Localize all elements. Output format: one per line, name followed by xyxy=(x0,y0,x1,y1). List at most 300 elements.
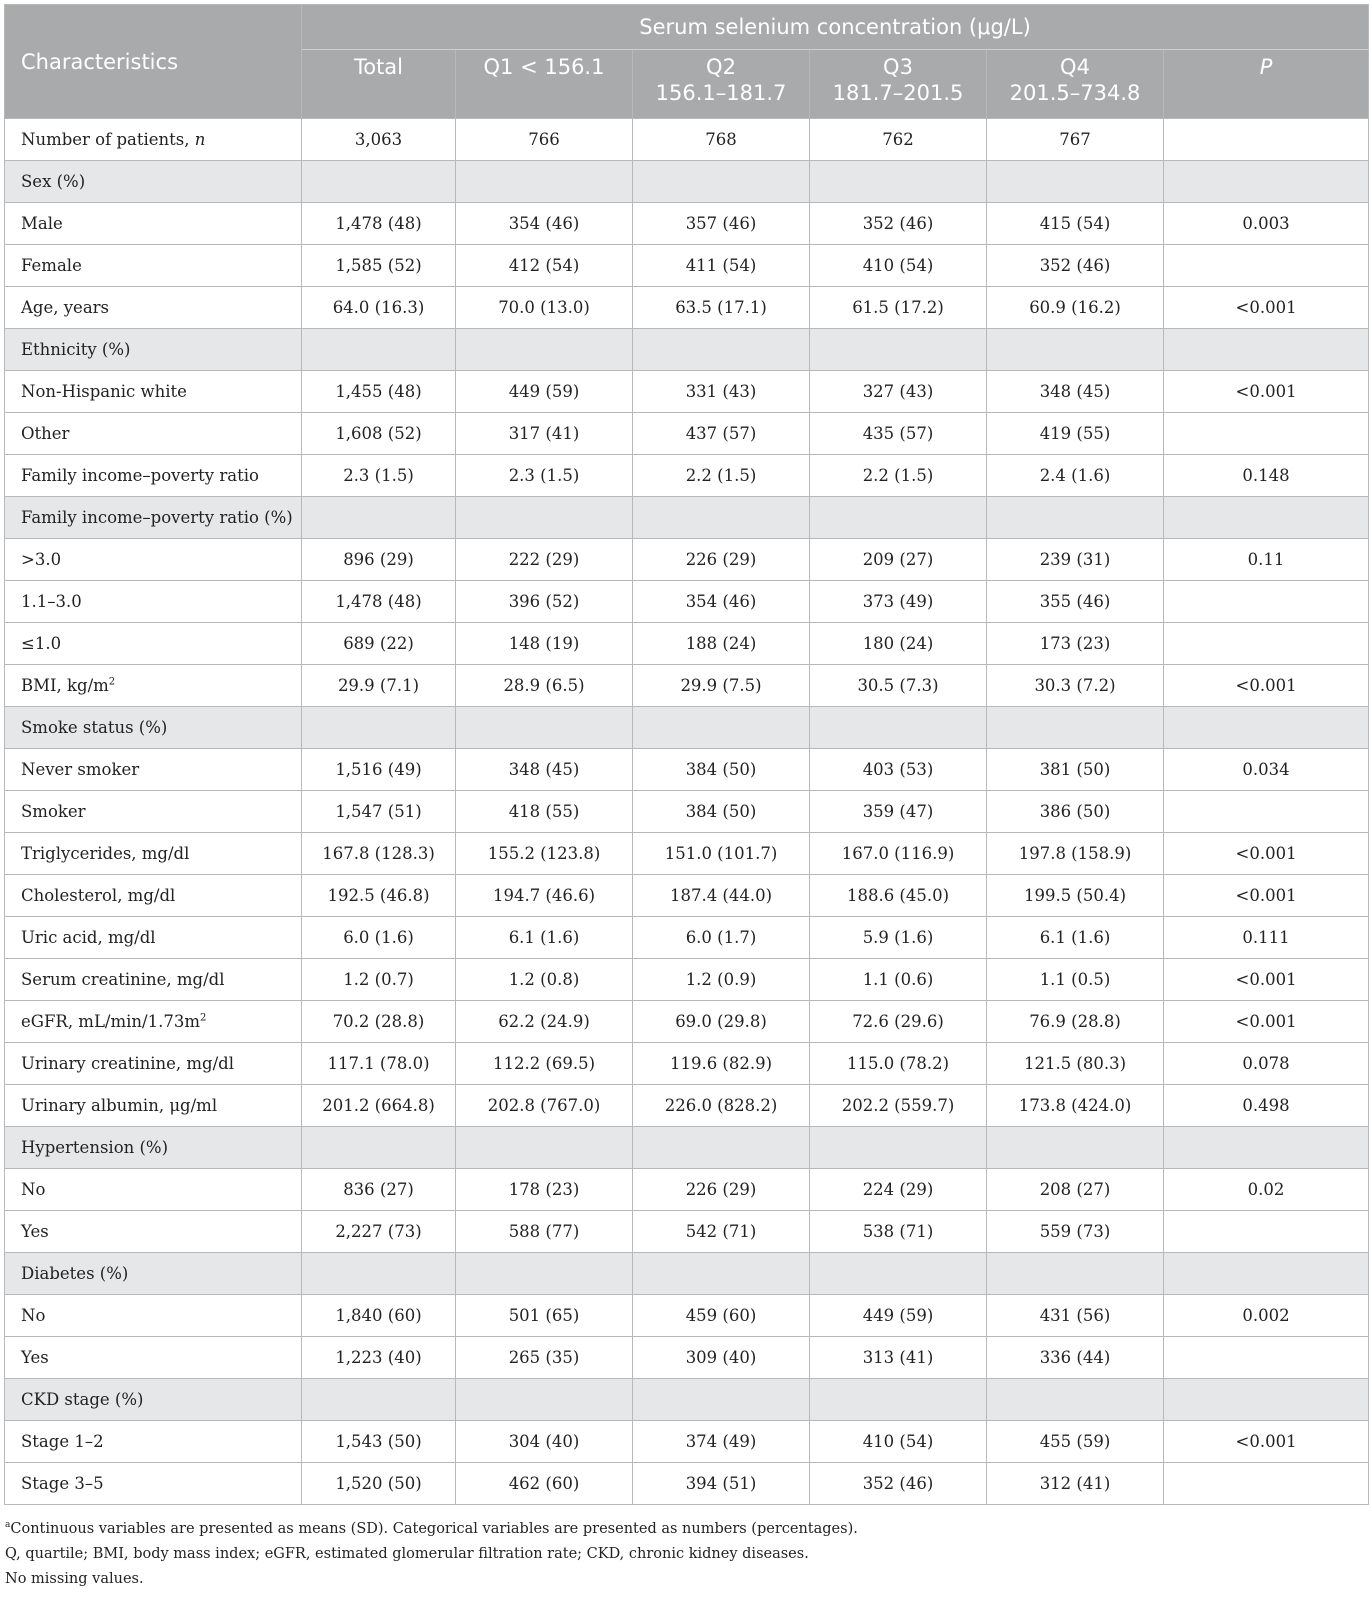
cell-total: 689 (22) xyxy=(302,623,456,665)
cell-total: 201.2 (664.8) xyxy=(302,1085,456,1127)
cell-p-value: <0.001 xyxy=(1164,1001,1369,1043)
table-row xyxy=(5,287,1369,329)
cell-q2 xyxy=(633,1127,810,1169)
baseline-characteristics-table xyxy=(4,4,1369,1505)
cell-total: 6.0 (1.6) xyxy=(302,917,456,959)
cell-total: 1,223 (40) xyxy=(302,1337,456,1379)
cell-q4: 419 (55) xyxy=(987,413,1164,455)
row-label xyxy=(5,917,302,959)
cell-q3: 352 (46) xyxy=(810,1463,987,1505)
cell-q3: 224 (29) xyxy=(810,1169,987,1211)
cell-p-value: <0.001 xyxy=(1164,1421,1369,1463)
cell-q4 xyxy=(987,1127,1164,1169)
cell-p-value xyxy=(1164,413,1369,455)
cell-p-value xyxy=(1164,581,1369,623)
row-label xyxy=(5,455,302,497)
cell-q4: 336 (44) xyxy=(987,1337,1164,1379)
cell-total: 1,543 (50) xyxy=(302,1421,456,1463)
cell-q1: 202.8 (767.0) xyxy=(456,1085,633,1127)
cell-q2: 2.2 (1.5) xyxy=(633,455,810,497)
baseline-characteristics-table-container xyxy=(4,4,1368,1592)
cell-q1: 6.1 (1.6) xyxy=(456,917,633,959)
table-row xyxy=(5,665,1369,707)
cell-q4: 455 (59) xyxy=(987,1421,1164,1463)
cell-q4 xyxy=(987,329,1164,371)
cell-q2: 187.4 (44.0) xyxy=(633,875,810,917)
cell-total: 1.2 (0.7) xyxy=(302,959,456,1001)
row-label-text: Number of patients, xyxy=(21,130,195,149)
header-col-q3-line1: Q3 xyxy=(883,55,913,79)
cell-p-value xyxy=(1164,497,1369,539)
cell-q3: 359 (47) xyxy=(810,791,987,833)
cell-p-value: <0.001 xyxy=(1164,959,1369,1001)
cell-q3: 5.9 (1.6) xyxy=(810,917,987,959)
row-label xyxy=(5,539,302,581)
cell-p-value: 0.111 xyxy=(1164,917,1369,959)
cell-q4 xyxy=(987,161,1164,203)
footnote-abbreviations: Q, quartile; BMI, body mass index; eGFR, estimated glomerular filtration rate; CKD, chronic kidney diseases. xyxy=(5,1545,809,1562)
cell-q4: 767 xyxy=(987,119,1164,161)
cell-q3 xyxy=(810,1379,987,1421)
row-label-text: >3.0 xyxy=(21,550,62,569)
row-label xyxy=(5,245,302,287)
cell-q1: 317 (41) xyxy=(456,413,633,455)
cell-q4: 197.8 (158.9) xyxy=(987,833,1164,875)
table-section-row xyxy=(5,497,1369,539)
cell-total: 1,516 (49) xyxy=(302,749,456,791)
cell-q4: 30.3 (7.2) xyxy=(987,665,1164,707)
cell-q4: 559 (73) xyxy=(987,1211,1164,1253)
row-label-text: CKD stage (%) xyxy=(21,1390,144,1409)
cell-p-value xyxy=(1164,329,1369,371)
row-label xyxy=(5,623,302,665)
table-row xyxy=(5,455,1369,497)
table-row xyxy=(5,1043,1369,1085)
table-section-row xyxy=(5,1253,1369,1295)
cell-q2: 69.0 (29.8) xyxy=(633,1001,810,1043)
row-label xyxy=(5,287,302,329)
row-label-text: Urinary albumin, μg/ml xyxy=(21,1096,218,1115)
cell-q3: 2.2 (1.5) xyxy=(810,455,987,497)
row-label xyxy=(5,119,302,161)
row-label-text: Yes xyxy=(21,1348,49,1367)
cell-q1: 1.2 (0.8) xyxy=(456,959,633,1001)
table-row xyxy=(5,1001,1369,1043)
row-label-text: Diabetes (%) xyxy=(21,1264,129,1283)
row-label-text: 1.1–3.0 xyxy=(21,592,82,611)
cell-q4: 386 (50) xyxy=(987,791,1164,833)
cell-p-value: <0.001 xyxy=(1164,287,1369,329)
row-label-text: Serum creatinine, mg/dl xyxy=(21,970,225,989)
table-row xyxy=(5,1337,1369,1379)
cell-q4: 415 (54) xyxy=(987,203,1164,245)
cell-total: 167.8 (128.3) xyxy=(302,833,456,875)
cell-q3: 30.5 (7.3) xyxy=(810,665,987,707)
cell-p-value xyxy=(1164,791,1369,833)
cell-q1: 462 (60) xyxy=(456,1463,633,1505)
cell-q3: 1.1 (0.6) xyxy=(810,959,987,1001)
cell-q1: 412 (54) xyxy=(456,245,633,287)
table-row xyxy=(5,539,1369,581)
cell-q2: 354 (46) xyxy=(633,581,810,623)
row-label-superscript: 2 xyxy=(199,1012,207,1024)
cell-q1: 155.2 (123.8) xyxy=(456,833,633,875)
cell-q1: 396 (52) xyxy=(456,581,633,623)
cell-q2: 29.9 (7.5) xyxy=(633,665,810,707)
cell-q4 xyxy=(987,497,1164,539)
cell-q2: 459 (60) xyxy=(633,1295,810,1337)
cell-total: 1,608 (52) xyxy=(302,413,456,455)
cell-q4: 239 (31) xyxy=(987,539,1164,581)
cell-q2: 411 (54) xyxy=(633,245,810,287)
cell-q1: 265 (35) xyxy=(456,1337,633,1379)
cell-q2: 6.0 (1.7) xyxy=(633,917,810,959)
cell-total: 1,840 (60) xyxy=(302,1295,456,1337)
cell-q4 xyxy=(987,1379,1164,1421)
cell-total xyxy=(302,707,456,749)
section-label xyxy=(5,707,302,749)
cell-q3 xyxy=(810,1127,987,1169)
cell-total: 64.0 (16.3) xyxy=(302,287,456,329)
cell-q4: 431 (56) xyxy=(987,1295,1164,1337)
cell-p-value xyxy=(1164,1463,1369,1505)
cell-q4: 312 (41) xyxy=(987,1463,1164,1505)
cell-p-value: <0.001 xyxy=(1164,833,1369,875)
header-group-serum-selenium: Serum selenium concentration (μg/L) xyxy=(302,5,1369,50)
cell-q1: 766 xyxy=(456,119,633,161)
cell-q4: 208 (27) xyxy=(987,1169,1164,1211)
row-label xyxy=(5,959,302,1001)
cell-p-value: <0.001 xyxy=(1164,371,1369,413)
cell-q1: 2.3 (1.5) xyxy=(456,455,633,497)
cell-p-value xyxy=(1164,1211,1369,1253)
cell-q1 xyxy=(456,707,633,749)
table-row xyxy=(5,1085,1369,1127)
table-row xyxy=(5,203,1369,245)
cell-q3 xyxy=(810,707,987,749)
table-section-row xyxy=(5,329,1369,371)
row-label-text: Non-Hispanic white xyxy=(21,382,187,401)
cell-p-value xyxy=(1164,1253,1369,1295)
table-row xyxy=(5,581,1369,623)
table-row xyxy=(5,245,1369,287)
section-label xyxy=(5,1379,302,1421)
row-label-text: Family income–poverty ratio (%) xyxy=(21,508,293,527)
cell-q1: 194.7 (46.6) xyxy=(456,875,633,917)
header-col-q2-line2: 156.1–181.7 xyxy=(655,81,787,105)
header-col-total xyxy=(302,50,456,119)
cell-q2: 394 (51) xyxy=(633,1463,810,1505)
cell-q3: 167.0 (116.9) xyxy=(810,833,987,875)
row-label-text: Age, years xyxy=(21,298,110,317)
row-label xyxy=(5,371,302,413)
cell-p-value: <0.001 xyxy=(1164,665,1369,707)
cell-q3: 410 (54) xyxy=(810,245,987,287)
cell-total: 1,455 (48) xyxy=(302,371,456,413)
row-label-text: Sex (%) xyxy=(21,172,86,191)
cell-q4 xyxy=(987,1253,1164,1295)
row-label-text: Triglycerides, mg/dl xyxy=(21,844,190,863)
row-label xyxy=(5,1337,302,1379)
row-label xyxy=(5,1085,302,1127)
row-label-text: Stage 1–2 xyxy=(21,1432,104,1451)
section-label xyxy=(5,497,302,539)
cell-q4: 2.4 (1.6) xyxy=(987,455,1164,497)
table-row xyxy=(5,1211,1369,1253)
cell-q4: 1.1 (0.5) xyxy=(987,959,1164,1001)
table-row xyxy=(5,1169,1369,1211)
table-row xyxy=(5,371,1369,413)
cell-q4: 121.5 (80.3) xyxy=(987,1043,1164,1085)
row-label-text: Female xyxy=(21,256,82,275)
cell-p-value xyxy=(1164,623,1369,665)
cell-total: 2.3 (1.5) xyxy=(302,455,456,497)
cell-q2: 151.0 (101.7) xyxy=(633,833,810,875)
table-row xyxy=(5,959,1369,1001)
cell-p-value xyxy=(1164,245,1369,287)
cell-q3: 180 (24) xyxy=(810,623,987,665)
cell-q4: 76.9 (28.8) xyxy=(987,1001,1164,1043)
cell-q3 xyxy=(810,1253,987,1295)
footnote-a-marker: a xyxy=(5,1520,11,1530)
cell-q1 xyxy=(456,497,633,539)
row-label xyxy=(5,1295,302,1337)
row-label-text: No xyxy=(21,1306,46,1325)
cell-q1 xyxy=(456,1379,633,1421)
cell-q1: 418 (55) xyxy=(456,791,633,833)
cell-p-value xyxy=(1164,1379,1369,1421)
cell-q1: 501 (65) xyxy=(456,1295,633,1337)
section-label xyxy=(5,1127,302,1169)
cell-q2 xyxy=(633,1379,810,1421)
row-label xyxy=(5,665,302,707)
cell-q1: 70.0 (13.0) xyxy=(456,287,633,329)
row-label xyxy=(5,1001,302,1043)
header-col-q3-line2: 181.7–201.5 xyxy=(832,81,964,105)
cell-q2: 768 xyxy=(633,119,810,161)
cell-q3: 403 (53) xyxy=(810,749,987,791)
cell-p-value xyxy=(1164,707,1369,749)
cell-q2 xyxy=(633,1253,810,1295)
cell-q3: 327 (43) xyxy=(810,371,987,413)
row-label-text: Smoke status (%) xyxy=(21,718,168,737)
cell-q1: 28.9 (6.5) xyxy=(456,665,633,707)
cell-p-value: 0.498 xyxy=(1164,1085,1369,1127)
header-characteristics: Characteristics xyxy=(5,5,302,119)
cell-total: 70.2 (28.8) xyxy=(302,1001,456,1043)
cell-p-value xyxy=(1164,1127,1369,1169)
table-row xyxy=(5,917,1369,959)
table-row xyxy=(5,413,1369,455)
row-label-text: Uric acid, mg/dl xyxy=(21,928,156,947)
cell-total: 896 (29) xyxy=(302,539,456,581)
table-row xyxy=(5,119,1369,161)
cell-total xyxy=(302,497,456,539)
row-label-text: Family income–poverty ratio xyxy=(21,466,259,485)
cell-total: 1,585 (52) xyxy=(302,245,456,287)
cell-q3: 209 (27) xyxy=(810,539,987,581)
footnote-a-text: Continuous variables are presented as means (SD). Categorical variables are presented as numbers (percentages). xyxy=(10,1520,858,1537)
cell-p-value: <0.001 xyxy=(1164,875,1369,917)
cell-total: 836 (27) xyxy=(302,1169,456,1211)
cell-q4: 352 (46) xyxy=(987,245,1164,287)
cell-q1: 304 (40) xyxy=(456,1421,633,1463)
cell-q3: 188.6 (45.0) xyxy=(810,875,987,917)
cell-q2: 188 (24) xyxy=(633,623,810,665)
row-label xyxy=(5,581,302,623)
cell-total: 29.9 (7.1) xyxy=(302,665,456,707)
cell-p-value xyxy=(1164,119,1369,161)
row-label xyxy=(5,1463,302,1505)
row-label-superscript: 2 xyxy=(108,676,116,688)
cell-q3: 352 (46) xyxy=(810,203,987,245)
table-section-row xyxy=(5,161,1369,203)
cell-q1: 449 (59) xyxy=(456,371,633,413)
row-label-italic: n xyxy=(194,130,206,149)
cell-q3: 373 (49) xyxy=(810,581,987,623)
row-label-text: No xyxy=(21,1180,46,1199)
cell-q3 xyxy=(810,497,987,539)
table-header xyxy=(5,5,1369,119)
table-body xyxy=(5,119,1369,1505)
row-label-text: Urinary creatinine, mg/dl xyxy=(21,1054,235,1073)
cell-q4: 355 (46) xyxy=(987,581,1164,623)
cell-q2 xyxy=(633,707,810,749)
header-col-q4-line1: Q4 xyxy=(1060,55,1090,79)
table-section-row xyxy=(5,1379,1369,1421)
cell-q3 xyxy=(810,329,987,371)
cell-q2: 384 (50) xyxy=(633,791,810,833)
cell-p-value xyxy=(1164,161,1369,203)
table-row xyxy=(5,875,1369,917)
section-label xyxy=(5,1253,302,1295)
cell-total: 3,063 xyxy=(302,119,456,161)
row-label-text: Yes xyxy=(21,1222,49,1241)
cell-q1: 62.2 (24.9) xyxy=(456,1001,633,1043)
row-label-text: Smoker xyxy=(21,802,86,821)
row-label-text: Male xyxy=(21,214,63,233)
footnote-a xyxy=(5,1513,1368,1542)
table-footnotes xyxy=(4,1513,1368,1592)
cell-q1 xyxy=(456,329,633,371)
header-col-q4-line2: 201.5–734.8 xyxy=(1009,81,1141,105)
cell-q3: 313 (41) xyxy=(810,1337,987,1379)
row-label-text: eGFR, mL/min/1.73m xyxy=(21,1012,200,1031)
row-label xyxy=(5,1211,302,1253)
row-label-text: Hypertension (%) xyxy=(21,1138,169,1157)
cell-q4: 60.9 (16.2) xyxy=(987,287,1164,329)
cell-q4: 348 (45) xyxy=(987,371,1164,413)
cell-p-value: 0.11 xyxy=(1164,539,1369,581)
cell-q4: 173.8 (424.0) xyxy=(987,1085,1164,1127)
row-label xyxy=(5,749,302,791)
table-section-row xyxy=(5,1127,1369,1169)
cell-q2: 384 (50) xyxy=(633,749,810,791)
cell-q2: 309 (40) xyxy=(633,1337,810,1379)
header-col-q3 xyxy=(810,50,987,119)
cell-q2: 542 (71) xyxy=(633,1211,810,1253)
header-col-q4 xyxy=(987,50,1164,119)
row-label xyxy=(5,875,302,917)
header-col-total-line1: Total xyxy=(353,55,404,79)
row-label-text: Other xyxy=(21,424,70,443)
cell-total: 1,520 (50) xyxy=(302,1463,456,1505)
cell-p-value: 0.078 xyxy=(1164,1043,1369,1085)
table-row xyxy=(5,1463,1369,1505)
cell-q3: 72.6 (29.6) xyxy=(810,1001,987,1043)
cell-q2: 63.5 (17.1) xyxy=(633,287,810,329)
cell-q2: 226 (29) xyxy=(633,1169,810,1211)
table-row xyxy=(5,1421,1369,1463)
cell-q3: 449 (59) xyxy=(810,1295,987,1337)
row-label-text: Stage 3–5 xyxy=(21,1474,104,1493)
table-row xyxy=(5,1295,1369,1337)
row-label-text: BMI, kg/m xyxy=(21,676,109,695)
cell-total xyxy=(302,1127,456,1169)
cell-q1: 354 (46) xyxy=(456,203,633,245)
footnote-missing-values: No missing values. xyxy=(5,1570,144,1587)
header-col-q2-line1: Q2 xyxy=(706,55,736,79)
cell-total: 1,478 (48) xyxy=(302,581,456,623)
cell-total: 2,227 (73) xyxy=(302,1211,456,1253)
row-label-text: ≤1.0 xyxy=(21,634,62,653)
cell-q3: 61.5 (17.2) xyxy=(810,287,987,329)
section-label xyxy=(5,161,302,203)
cell-total: 1,478 (48) xyxy=(302,203,456,245)
row-label-text: Cholesterol, mg/dl xyxy=(21,886,176,905)
header-col-p: P xyxy=(1164,50,1369,119)
row-label-text: Ethnicity (%) xyxy=(21,340,131,359)
cell-q2: 374 (49) xyxy=(633,1421,810,1463)
cell-q4 xyxy=(987,707,1164,749)
table-row xyxy=(5,749,1369,791)
cell-p-value xyxy=(1164,1337,1369,1379)
cell-q2: 119.6 (82.9) xyxy=(633,1043,810,1085)
row-label-text: Never smoker xyxy=(21,760,140,779)
cell-q4: 381 (50) xyxy=(987,749,1164,791)
cell-q2: 437 (57) xyxy=(633,413,810,455)
cell-q1: 178 (23) xyxy=(456,1169,633,1211)
cell-q2: 1.2 (0.9) xyxy=(633,959,810,1001)
cell-q1: 588 (77) xyxy=(456,1211,633,1253)
row-label xyxy=(5,413,302,455)
cell-q2 xyxy=(633,497,810,539)
cell-total xyxy=(302,161,456,203)
cell-q2: 357 (46) xyxy=(633,203,810,245)
table-row xyxy=(5,833,1369,875)
cell-q2: 331 (43) xyxy=(633,371,810,413)
header-col-q2 xyxy=(633,50,810,119)
cell-q2: 226.0 (828.2) xyxy=(633,1085,810,1127)
cell-q3: 115.0 (78.2) xyxy=(810,1043,987,1085)
cell-total: 1,547 (51) xyxy=(302,791,456,833)
cell-total: 192.5 (46.8) xyxy=(302,875,456,917)
cell-total xyxy=(302,329,456,371)
row-label xyxy=(5,791,302,833)
cell-q2: 226 (29) xyxy=(633,539,810,581)
row-label xyxy=(5,1169,302,1211)
row-label xyxy=(5,203,302,245)
cell-total: 117.1 (78.0) xyxy=(302,1043,456,1085)
cell-q1: 222 (29) xyxy=(456,539,633,581)
cell-q3: 538 (71) xyxy=(810,1211,987,1253)
cell-q3: 410 (54) xyxy=(810,1421,987,1463)
table-row xyxy=(5,791,1369,833)
cell-q4: 6.1 (1.6) xyxy=(987,917,1164,959)
row-label xyxy=(5,1043,302,1085)
cell-q4: 173 (23) xyxy=(987,623,1164,665)
cell-p-value: 0.034 xyxy=(1164,749,1369,791)
